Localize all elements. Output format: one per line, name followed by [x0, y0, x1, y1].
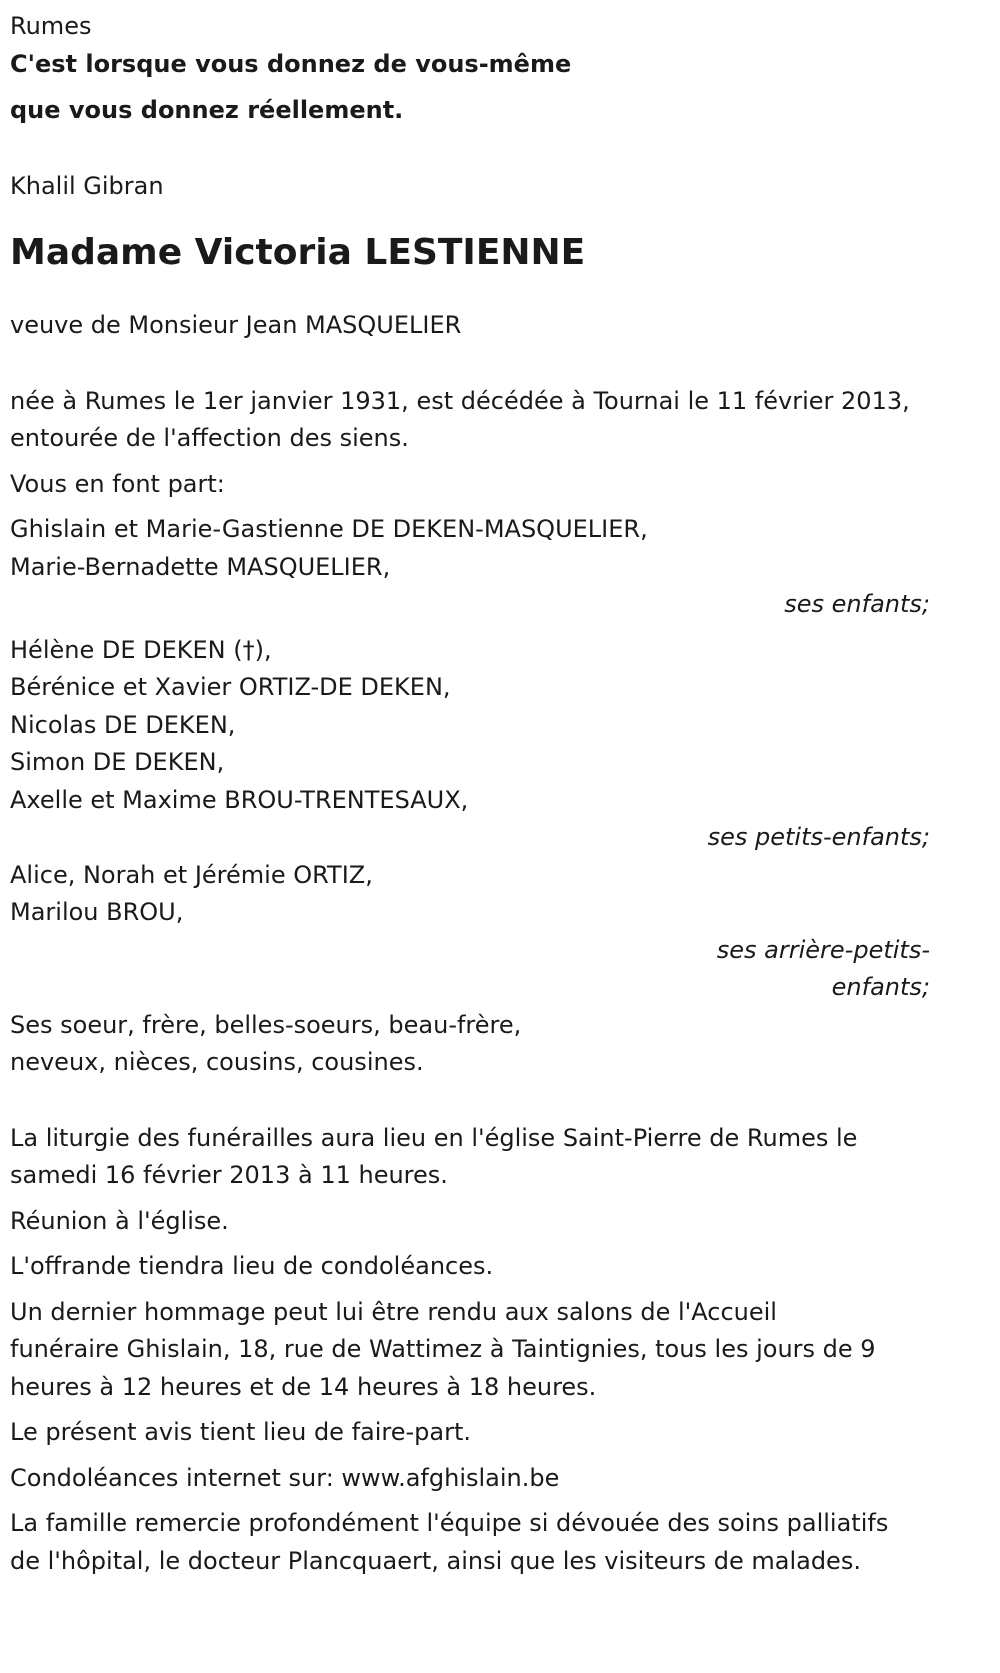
birth-death-line-1: née à Rumes le 1er janvier 1931, est décédée à Tournai le 11 février 2013,: [10, 386, 910, 415]
deceased-name: Madame Victoria LESTIENNE: [10, 232, 586, 273]
announcement-intro: Vous en font part:: [10, 469, 225, 498]
tribute-line-2: funéraire Ghislain, 18, rue de Wattimez à Taintignies, tous les jours de 9: [10, 1335, 876, 1363]
list-item: Simon DE DEKEN,: [10, 748, 225, 776]
grandchildren-label: ses petits-enfants;: [707, 823, 930, 851]
quote-line-1: C'est lorsque vous donnez de vous-même: [10, 49, 572, 78]
list-item: Marilou BROU,: [10, 898, 184, 926]
children-label: ses enfants;: [784, 590, 930, 618]
place-name: Rumes: [10, 12, 92, 40]
condolences-line: Condoléances internet sur: www.afghislain.be: [10, 1463, 560, 1492]
children-list: [10, 511, 990, 624]
liturgy-line-1: La liturgie des funérailles aura lieu en l'église Saint-Pierre de Rumes le: [10, 1123, 858, 1152]
liturgy-line-2: samedi 16 février 2013 à 11 heures.: [10, 1161, 448, 1189]
list-item: Alice, Norah et Jérémie ORTIZ,: [10, 860, 373, 889]
meeting-line: Réunion à l'église.: [10, 1206, 229, 1235]
spouse-line: veuve de Monsieur Jean MASQUELIER: [10, 311, 462, 339]
grandchildren-list: [10, 632, 990, 857]
list-item: Ghislain et Marie-Gastienne DE DEKEN-MASQUELIER,: [10, 515, 648, 543]
quote-line-2: que vous donnez réellement.: [10, 96, 404, 124]
tribute-line-1: Un dernier hommage peut lui être rendu aux salons de l'Accueil: [10, 1297, 777, 1326]
quote-author: Khalil Gibran: [10, 171, 164, 200]
great-grandchildren-label-line-2: enfants;: [831, 973, 930, 1001]
list-item: Nicolas DE DEKEN,: [10, 710, 236, 739]
list-item: Marie-Bernadette MASQUELIER,: [10, 552, 391, 581]
great-grandchildren-label-line-1: ses arrière-petits-: [716, 935, 930, 964]
relatives-line-2: neveux, nièces, cousins, cousines.: [10, 1048, 424, 1076]
tribute-line-3: heures à 12 heures et de 14 heures à 18 heures.: [10, 1372, 597, 1401]
list-item: Axelle et Maxime BROU-TRENTESAUX,: [10, 785, 469, 814]
list-item: Bérénice et Xavier ORTIZ-DE DEKEN,: [10, 673, 451, 701]
thanks-line-2: de l'hôpital, le docteur Plancquaert, ainsi que les visiteurs de malades.: [10, 1546, 861, 1575]
offering-line: L'offrande tiendra lieu de condoléances.: [10, 1252, 494, 1280]
birth-death-line-2: entourée de l'affection des siens.: [10, 424, 409, 452]
list-item: Hélène DE DEKEN (†),: [10, 635, 272, 664]
great-grandchildren-list: [10, 857, 990, 1007]
relatives-line-1: Ses soeur, frère, belles-soeurs, beau-frère,: [10, 1010, 522, 1039]
thanks-line-1: La famille remercie profondément l'équipe si dévouée des soins palliatifs: [10, 1509, 889, 1537]
notice-line: Le présent avis tient lieu de faire-part.: [10, 1418, 472, 1446]
